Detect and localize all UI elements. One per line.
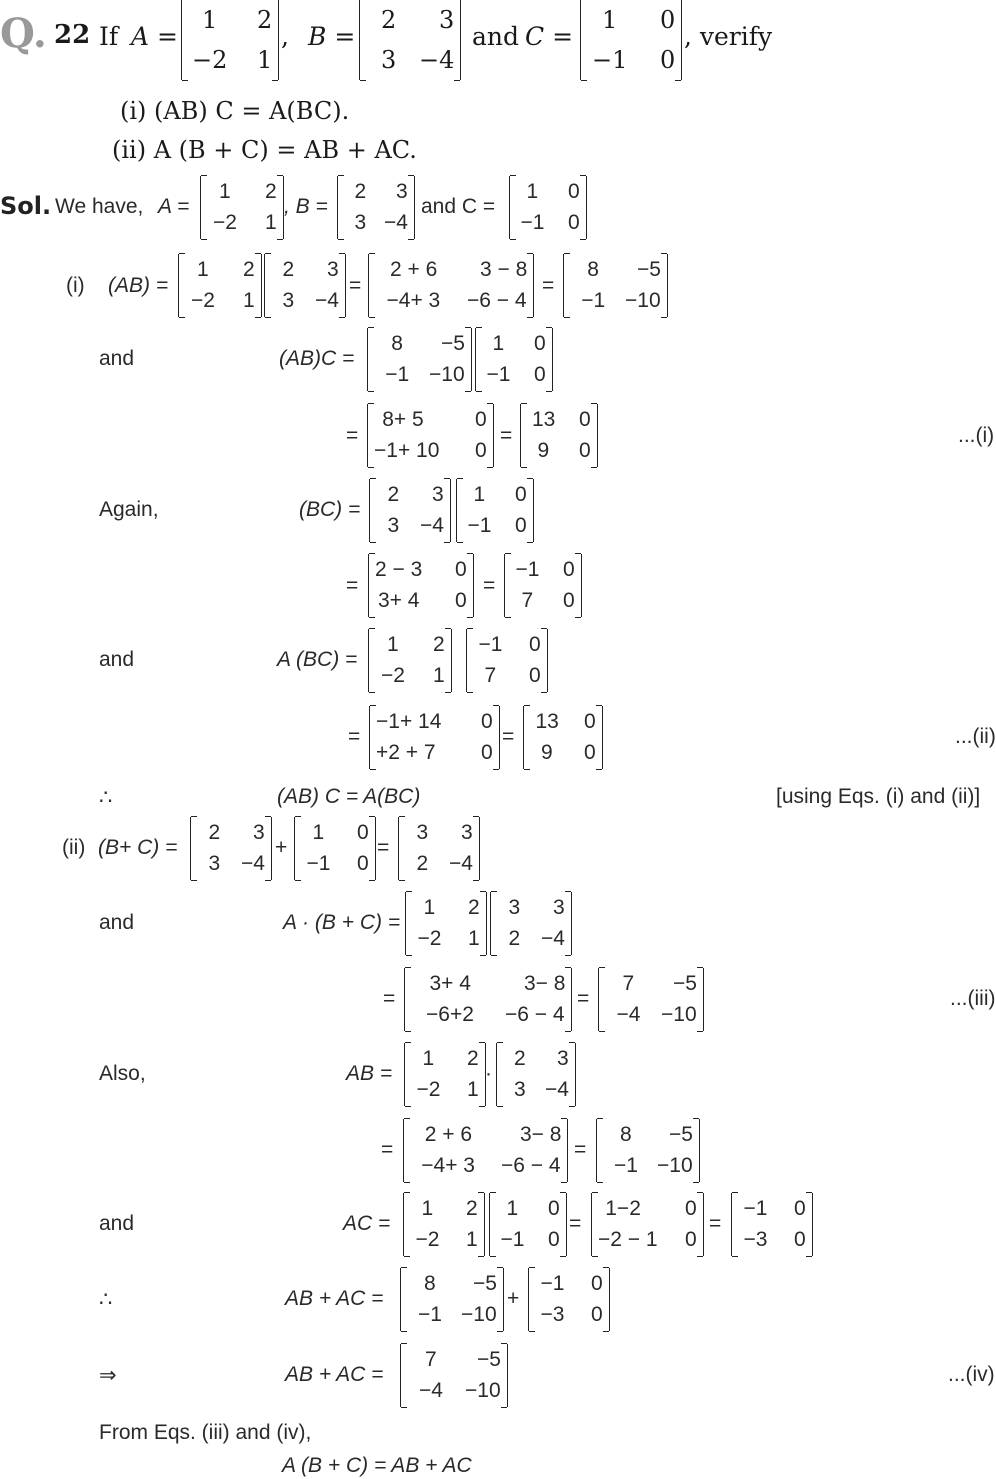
- matrix-cell: 8: [424, 1271, 436, 1295]
- matrix-cell: 0: [794, 1196, 806, 1220]
- plus-sign: +: [275, 836, 288, 859]
- ac-matrix-result: [731, 1193, 813, 1256]
- matrix-cell: −4: [420, 514, 444, 538]
- question-A-label: A =: [131, 22, 178, 51]
- solution-matrix-B: [337, 176, 415, 239]
- bpc-matrix-2: [294, 817, 376, 880]
- matrix-cell: −1: [592, 46, 628, 74]
- matrix-cell: 0: [660, 46, 676, 74]
- part-i-conclusion: (AB) C = A(BC): [277, 785, 421, 808]
- implies-arrow-icon: ⇒: [99, 1364, 117, 1387]
- matrix-cell: 13: [535, 709, 559, 733]
- matrix-cell: −5: [477, 1347, 501, 1371]
- matrix-cell: 2: [265, 179, 277, 203]
- matrix-cell: 3: [354, 211, 367, 235]
- matrix-cell: −4: [384, 211, 408, 235]
- matrix-cell: 0: [548, 1228, 560, 1252]
- ab2-matrix-sum: [403, 1119, 568, 1182]
- ac-lhs: AC =: [343, 1212, 391, 1235]
- question-matrix-C: [580, 0, 682, 80]
- ab2-matrix-1: [404, 1043, 486, 1106]
- matrix-cell: 2: [466, 1196, 478, 1220]
- matrix-cell: 3: [508, 895, 521, 919]
- bc-matrix-result: [504, 554, 582, 617]
- equals-sign: =: [502, 725, 515, 748]
- matrix-cell: 3: [253, 820, 265, 844]
- matrix-cell: 8: [391, 331, 403, 355]
- matrix-cell: −1: [478, 632, 503, 656]
- matrix-cell: 1: [421, 1196, 434, 1220]
- therefore-symbol: ∴: [99, 786, 113, 809]
- matrix-cell: 2: [508, 927, 521, 951]
- matrix-cell: 1: [219, 179, 231, 203]
- final-matrix-result: [400, 1344, 508, 1407]
- abpc-matrix-1: [405, 892, 487, 955]
- matrix-cell: 7: [425, 1347, 437, 1371]
- ab2-lhs: AB =: [346, 1062, 393, 1085]
- matrix-cell: 0: [357, 852, 369, 876]
- question-B-label: B =: [308, 22, 356, 51]
- sum-matrix-1: [400, 1268, 504, 1331]
- abc-matrix-2: [475, 328, 553, 391]
- matrix-cell: 9: [541, 741, 553, 765]
- matrix-cell: −1: [385, 363, 410, 387]
- matrix-cell: 13: [532, 407, 556, 431]
- matrix-cell: 1: [468, 927, 480, 951]
- matrix-cell: −2 − 1: [598, 1228, 658, 1252]
- abc2-matrix-2: [466, 629, 548, 692]
- matrix-cell: 1: [265, 211, 277, 235]
- abc2-lhs: A (BC) =: [277, 648, 358, 671]
- eq-label-i: ...(i): [958, 424, 995, 447]
- matrix-cell: 0: [579, 407, 591, 431]
- matrix-cell: 3+ 4: [429, 971, 471, 995]
- matrix-cell: 2: [354, 179, 367, 203]
- matrix-cell: 3: [432, 482, 444, 506]
- matrix-cell: 1: [433, 664, 445, 688]
- solution-we-have: We have,: [55, 195, 144, 218]
- and-word: and: [99, 1212, 135, 1235]
- ac-matrix-sum: [591, 1193, 704, 1256]
- sum-lhs: AB + AC =: [285, 1287, 384, 1310]
- matrix-cell: −5: [637, 257, 661, 281]
- matrix-cell: −4: [315, 289, 339, 313]
- equals-sign: =: [349, 274, 362, 297]
- matrix-cell: 1: [197, 257, 209, 281]
- matrix-cell: 2: [468, 895, 480, 919]
- matrix-cell: 0: [794, 1228, 806, 1252]
- matrix-cell: −4+ 3: [421, 1154, 475, 1178]
- matrix-cell: −3: [540, 1303, 565, 1327]
- matrix-cell: −4: [616, 1003, 641, 1027]
- matrix-cell: 1: [243, 289, 255, 313]
- matrix-cell: 0: [481, 709, 493, 733]
- matrix-cell: 2: [416, 852, 429, 876]
- matrix-cell: 7: [622, 971, 635, 995]
- solution-matrix-A: [200, 176, 284, 239]
- matrix-cell: 2: [387, 482, 400, 506]
- equals-sign: =: [569, 1212, 582, 1235]
- solution-matrix-C: [509, 176, 587, 239]
- matrix-cell: −4: [419, 46, 455, 74]
- matrix-cell: 0: [529, 632, 541, 656]
- again-word: Again,: [99, 498, 159, 521]
- eq-label-ii: ...(ii): [955, 725, 996, 748]
- part-ii-label: (ii): [62, 836, 86, 859]
- matrix-cell: −6+2: [426, 1003, 474, 1027]
- matrix-cell: 0: [591, 1271, 603, 1295]
- matrix-cell: 2 − 3: [375, 557, 423, 581]
- matrix-cell: −4: [545, 1078, 569, 1102]
- matrix-cell: −4: [241, 852, 265, 876]
- matrix-cell: 8: [587, 257, 599, 281]
- matrix-cell: 0: [584, 709, 596, 733]
- matrix-cell: 3: [396, 179, 408, 203]
- bc-lhs: (BC) =: [299, 498, 361, 521]
- question-C-label: C =: [525, 22, 574, 51]
- final-statement: A (B + C) = AB + AC: [282, 1454, 472, 1477]
- bpc-matrix-1: [190, 817, 272, 880]
- part-i-label: (i): [66, 274, 85, 297]
- ab-matrix-B: [264, 254, 346, 317]
- matrix-cell: 3: [439, 6, 455, 34]
- abc2-matrix-result: [523, 706, 603, 769]
- matrix-cell: −1+ 14: [376, 709, 442, 733]
- matrix-cell: −5: [473, 1271, 497, 1295]
- matrix-cell: 2: [467, 1046, 479, 1070]
- matrix-cell: −2: [416, 1078, 441, 1102]
- abc-lhs: (AB)C =: [279, 347, 355, 370]
- question-number: 22: [54, 20, 91, 50]
- matrix-cell: −6 − 4: [467, 289, 527, 313]
- matrix-cell: 3− 8: [524, 971, 566, 995]
- matrix-cell: 0: [481, 741, 493, 765]
- abpc-matrix-2: [490, 892, 572, 955]
- matrix-cell: −6 − 4: [505, 1003, 565, 1027]
- matrix-cell: 1: [423, 895, 436, 919]
- matrix-cell: −2: [381, 664, 405, 688]
- matrix-cell: −10: [625, 289, 661, 313]
- question-matrix-A: [181, 0, 279, 80]
- matrix-cell: −1: [467, 514, 492, 538]
- matrix-cell: −10: [429, 363, 465, 387]
- matrix-cell: 0: [685, 1228, 697, 1252]
- matrix-cell: 3: [416, 820, 429, 844]
- equals-sign: =: [542, 274, 555, 297]
- abpc-matrix-result: [598, 968, 704, 1031]
- matrix-cell: 2 + 6: [390, 257, 438, 281]
- matrix-cell: 2: [243, 257, 255, 281]
- equals-sign: =: [383, 987, 396, 1010]
- matrix-cell: −5: [441, 331, 465, 355]
- matrix-cell: 0: [529, 664, 541, 688]
- matrix-cell: −2: [191, 289, 215, 313]
- abc-matrix-result: [520, 404, 598, 467]
- matrix-cell: 0: [568, 179, 580, 203]
- bpc-lhs: (B+ C) =: [98, 836, 178, 859]
- from-eqs-text: From Eqs. (iii) and (iv),: [99, 1421, 312, 1444]
- question-comma: ,: [281, 22, 289, 51]
- matrix-cell: −1: [500, 1228, 525, 1252]
- matrix-cell: −1: [581, 289, 606, 313]
- matrix-cell: −4: [541, 927, 565, 951]
- matrix-cell: 0: [591, 1303, 603, 1327]
- matrix-cell: 0: [660, 6, 676, 34]
- also-word: Also,: [99, 1062, 146, 1085]
- matrix-cell: −5: [669, 1122, 693, 1146]
- matrix-cell: 3: [387, 514, 400, 538]
- question-and: and: [472, 22, 520, 51]
- matrix-cell: 1: [526, 179, 539, 203]
- abc2-matrix-sum: [369, 706, 500, 769]
- sum-matrix-2: [528, 1268, 610, 1331]
- matrix-cell: 1: [387, 632, 399, 656]
- matrix-cell: 2: [514, 1046, 526, 1070]
- plus-sign: +: [507, 1287, 520, 1310]
- abpc-lhs: A · (B + C) =: [283, 911, 401, 934]
- matrix-cell: 1: [492, 331, 505, 355]
- dot-symbol: ·: [485, 1062, 492, 1085]
- matrix-cell: 0: [515, 514, 527, 538]
- ab-lhs: (AB) =: [108, 274, 169, 297]
- question-lead: If: [99, 22, 119, 51]
- ab-matrix-result: [563, 254, 668, 317]
- equals-sign: =: [381, 1138, 394, 1161]
- ac-matrix-1: [403, 1193, 485, 1256]
- matrix-cell: 0: [563, 557, 575, 581]
- matrix-cell: −2: [415, 1228, 440, 1252]
- abc-matrix-sum: [367, 404, 494, 467]
- matrix-cell: 3: [514, 1078, 526, 1102]
- and-word: and: [99, 911, 135, 934]
- question-matrix-B: [359, 0, 461, 80]
- equals-sign: =: [577, 987, 590, 1010]
- matrix-cell: −4: [449, 852, 473, 876]
- matrix-cell: 2 + 6: [424, 1122, 473, 1146]
- matrix-cell: 1: [466, 1228, 478, 1252]
- matrix-cell: 2: [257, 6, 273, 34]
- abpc-matrix-sum: [404, 968, 572, 1031]
- question-mark-icon: Q.: [0, 10, 47, 57]
- equals-sign: =: [346, 424, 359, 447]
- bc-matrix-sum: [368, 554, 474, 617]
- final-lhs: AB + AC =: [285, 1363, 384, 1386]
- solution-mark: Sol.: [0, 192, 52, 220]
- matrix-cell: −10: [465, 1379, 501, 1403]
- equals-sign: =: [500, 424, 513, 447]
- matrix-cell: 2: [282, 257, 295, 281]
- matrix-cell: 0: [357, 820, 369, 844]
- matrix-cell: −2: [192, 46, 228, 74]
- matrix-cell: −2: [417, 927, 442, 951]
- equals-sign: =: [574, 1138, 587, 1161]
- equals-sign: =: [346, 574, 359, 597]
- matrix-cell: 7: [484, 664, 497, 688]
- matrix-cell: −1: [743, 1196, 768, 1220]
- matrix-cell: 1: [467, 1078, 479, 1102]
- matrix-cell: 3 − 8: [480, 257, 528, 281]
- matrix-cell: 0: [455, 589, 467, 613]
- matrix-cell: −4+ 3: [386, 289, 441, 313]
- matrix-cell: 3: [461, 820, 473, 844]
- matrix-cell: 3− 8: [520, 1122, 562, 1146]
- matrix-cell: 1: [312, 820, 325, 844]
- matrix-cell: 8+ 5: [382, 407, 424, 431]
- matrix-cell: 0: [534, 363, 546, 387]
- matrix-cell: 2: [433, 632, 445, 656]
- matrix-cell: 3: [553, 895, 565, 919]
- matrix-cell: −10: [661, 1003, 697, 1027]
- matrix-cell: 9: [537, 439, 550, 463]
- matrix-cell: 0: [685, 1196, 697, 1220]
- matrix-cell: 1: [506, 1196, 519, 1220]
- matrix-cell: 1: [202, 6, 218, 34]
- matrix-cell: 0: [455, 557, 467, 581]
- matrix-cell: −10: [657, 1154, 693, 1178]
- matrix-cell: 0: [534, 331, 546, 355]
- matrix-cell: −10: [461, 1303, 497, 1327]
- matrix-cell: 0: [563, 589, 575, 613]
- matrix-cell: −1: [515, 557, 540, 581]
- equals-sign: =: [709, 1212, 722, 1235]
- question-verify: , verify: [684, 22, 773, 51]
- using-eqs-note: [using Eqs. (i) and (ii)]: [776, 785, 981, 808]
- ac-matrix-2: [489, 1193, 567, 1256]
- equals-sign: =: [483, 574, 496, 597]
- matrix-cell: −1: [418, 1303, 442, 1327]
- matrix-cell: 0: [475, 407, 487, 431]
- matrix-cell: −3: [743, 1228, 768, 1252]
- solution-B-label: , B =: [284, 195, 328, 218]
- matrix-cell: −1+ 10: [374, 439, 440, 463]
- abc2-matrix-1: [368, 629, 452, 692]
- matrix-cell: 1: [257, 46, 273, 74]
- and-word: and: [99, 347, 135, 370]
- matrix-cell: 0: [548, 1196, 560, 1220]
- matrix-cell: −6 − 4: [501, 1154, 561, 1178]
- bc-matrix-1: [369, 479, 451, 542]
- matrix-cell: −1: [540, 1271, 565, 1295]
- solution-A-label: A =: [158, 195, 190, 218]
- question-part-ii: (ii) A (B + C) = AB + AC.: [112, 136, 417, 164]
- question-part-i: (i) (AB) C = A(BC).: [120, 97, 350, 125]
- matrix-cell: 0: [579, 439, 591, 463]
- equals-sign: =: [348, 725, 361, 748]
- matrix-cell: −1: [306, 852, 331, 876]
- ab-matrix-A: [178, 254, 262, 317]
- matrix-cell: −5: [673, 971, 697, 995]
- ab2-matrix-2: [496, 1043, 576, 1106]
- matrix-cell: 0: [568, 211, 580, 235]
- matrix-cell: 3: [282, 289, 295, 313]
- ab-matrix-sum: [368, 254, 534, 317]
- matrix-cell: 3: [557, 1046, 569, 1070]
- matrix-cell: 2: [208, 820, 221, 844]
- matrix-cell: 8: [620, 1122, 632, 1146]
- matrix-cell: −2: [213, 211, 237, 235]
- therefore-symbol: ∴: [99, 1288, 113, 1311]
- matrix-cell: 2: [381, 6, 397, 34]
- eq-label-iii: ...(iii): [950, 987, 996, 1010]
- matrix-cell: −1: [614, 1154, 638, 1178]
- matrix-cell: 1: [422, 1046, 435, 1070]
- matrix-cell: 0: [584, 741, 596, 765]
- matrix-cell: 1−2: [605, 1196, 641, 1220]
- matrix-cell: 3+ 4: [378, 589, 420, 613]
- matrix-cell: −4: [419, 1379, 443, 1403]
- equals-sign: =: [377, 836, 390, 859]
- matrix-cell: 1: [473, 482, 486, 506]
- abc-matrix-1: [367, 328, 472, 391]
- matrix-cell: +2 + 7: [376, 741, 436, 765]
- matrix-cell: 1: [602, 6, 618, 34]
- bpc-matrix-result: [398, 817, 480, 880]
- matrix-cell: 3: [208, 852, 221, 876]
- matrix-cell: 3: [327, 257, 339, 281]
- matrix-cell: 7: [521, 589, 534, 613]
- matrix-cell: −1: [486, 363, 511, 387]
- solution-C-label: and C =: [421, 195, 496, 218]
- matrix-cell: 3: [381, 46, 397, 74]
- ab2-matrix-result: [596, 1119, 700, 1182]
- bc-matrix-2: [456, 479, 534, 542]
- matrix-cell: 0: [475, 439, 487, 463]
- eq-label-iv: ...(iv): [948, 1363, 995, 1386]
- matrix-cell: −1: [520, 211, 545, 235]
- matrix-cell: 0: [515, 482, 527, 506]
- and-word: and: [99, 648, 135, 671]
